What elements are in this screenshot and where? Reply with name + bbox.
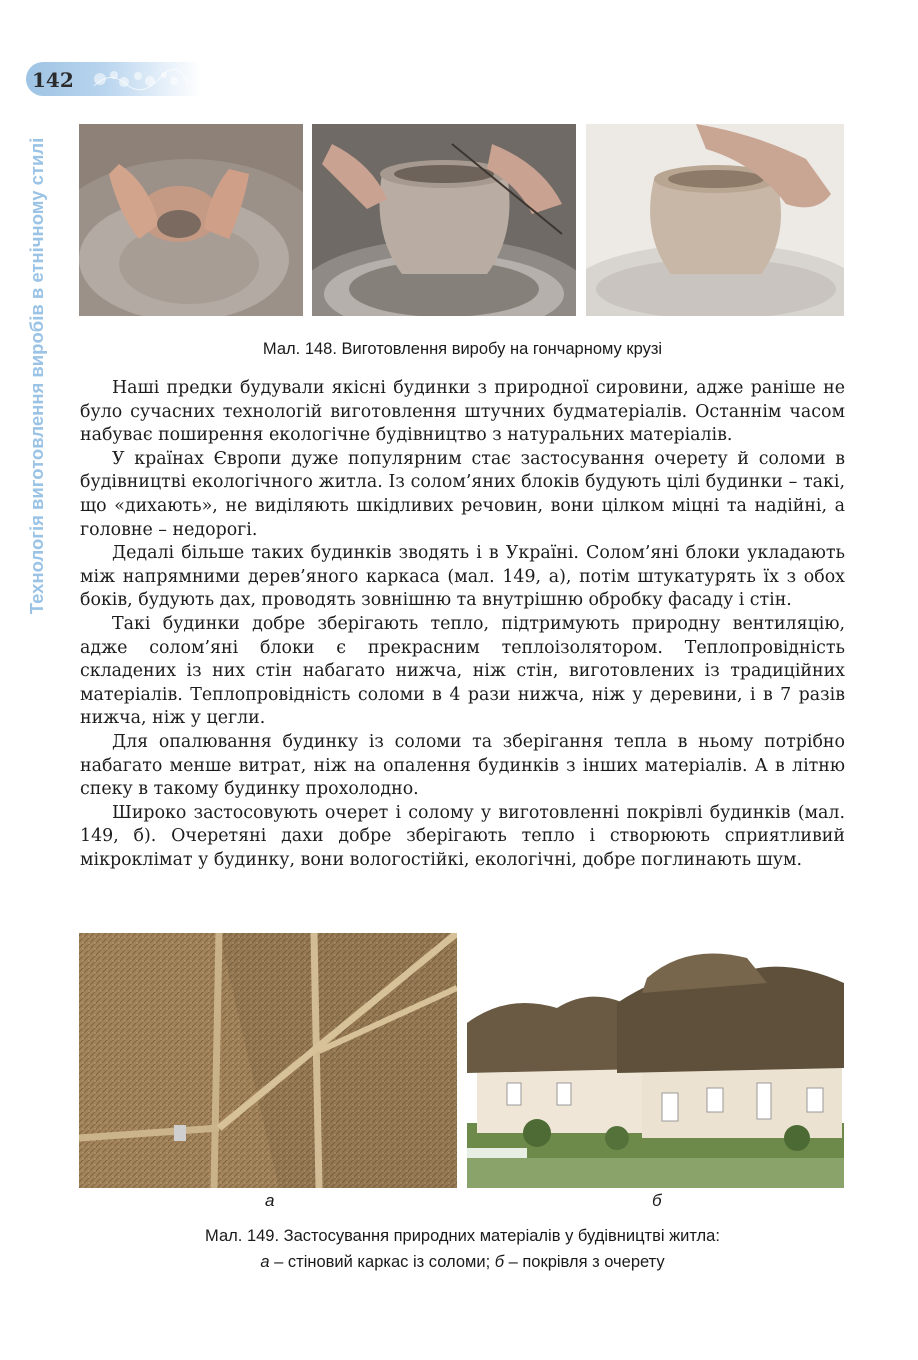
paragraph: Широко застосовують очерет і солому у виготовленні покрівлі будинків (мал. 149, б). Очеретяні дахи добре зберігають тепло і створюють сприятливий мікроклімат у будинку, вони вологостійкі, екологічні, добре поглинають шум.: [80, 802, 845, 870]
caption-text-a: – стіновий каркас із соломи;: [269, 1253, 495, 1271]
body-text: [80, 377, 845, 872]
caption-letter-b: б: [494, 1253, 505, 1271]
figure-149-caption-line2: [80, 1253, 845, 1272]
side-section-title: Технологія виготовлення виробів в етнічному стилі: [26, 137, 47, 615]
paragraph: Для опалювання будинку із соломи та зберігання тепла в ньому потрібно набагато менше витрат, ніж на опалення будинків з інших матеріалів. А в літню спеку в такому будинку прохолодно.: [80, 731, 845, 800]
photo-pottery-wheel-centering: [79, 124, 303, 316]
figure-label-b: б: [652, 1191, 662, 1210]
paragraph: У країнах Європи дуже популярним стає застосування очерету й соломи в будівництві екологічного житла. Із солом’яних блоків будують цілі будинки – такі, що «дихають», не виділяють шкідливих речовин, вони цілком міцні та надійні, а головне – недорогі.: [80, 448, 845, 540]
figure-148-caption: Мал. 148. Виготовлення виробу на гончарному крузі: [262, 340, 663, 358]
figure-149-caption-line1: Мал. 149. Застосування природних матеріалів у будівництві житла:: [205, 1227, 720, 1245]
page-number: 142: [32, 68, 74, 92]
paragraph: Наші предки будували якісні будинки з природної сировини, адже раніше не було сучасних технологій виготовлення штучних будматеріалів. Останнім часом набуває поширення екологічне будівництво з натуральних матеріалів.: [80, 378, 845, 446]
caption-text-b: – покрівля з очерету: [504, 1253, 665, 1271]
photo-thatched-roof-houses: [467, 933, 844, 1188]
photo-straw-wall-frame: [79, 933, 457, 1188]
page-number-badge: [26, 62, 202, 96]
paragraph: Дедалі більше таких будинків зводять і в Україні. Солом’яні блоки укладають між напрямними дерев’яного каркаса (мал. 149, а), потім штукатурять їх з обох боків, будують дах, проводять зовнішню та внутрішню обробку фасаду і стін.: [80, 543, 845, 611]
caption-letter-a: а: [260, 1253, 270, 1271]
photo-pottery-finished-pot: [586, 124, 844, 316]
floral-ornament-icon: [90, 66, 190, 92]
figure-label-a: а: [265, 1191, 275, 1210]
photo-pottery-shaping-vessel: [312, 124, 576, 316]
paragraph: Такі будинки добре зберігають тепло, підтримують природну вентиляцію, адже солом’яні блоки є прекрасним теплоізолятором. Теплопровідність складених із них стін набагато нижча, ніж стін, виготовлених із традиційних матеріалів. Теплопровідність соломи в 4 рази нижча, ніж у деревини, і в 7 разів нижча, ніж у цегли.: [80, 613, 845, 729]
